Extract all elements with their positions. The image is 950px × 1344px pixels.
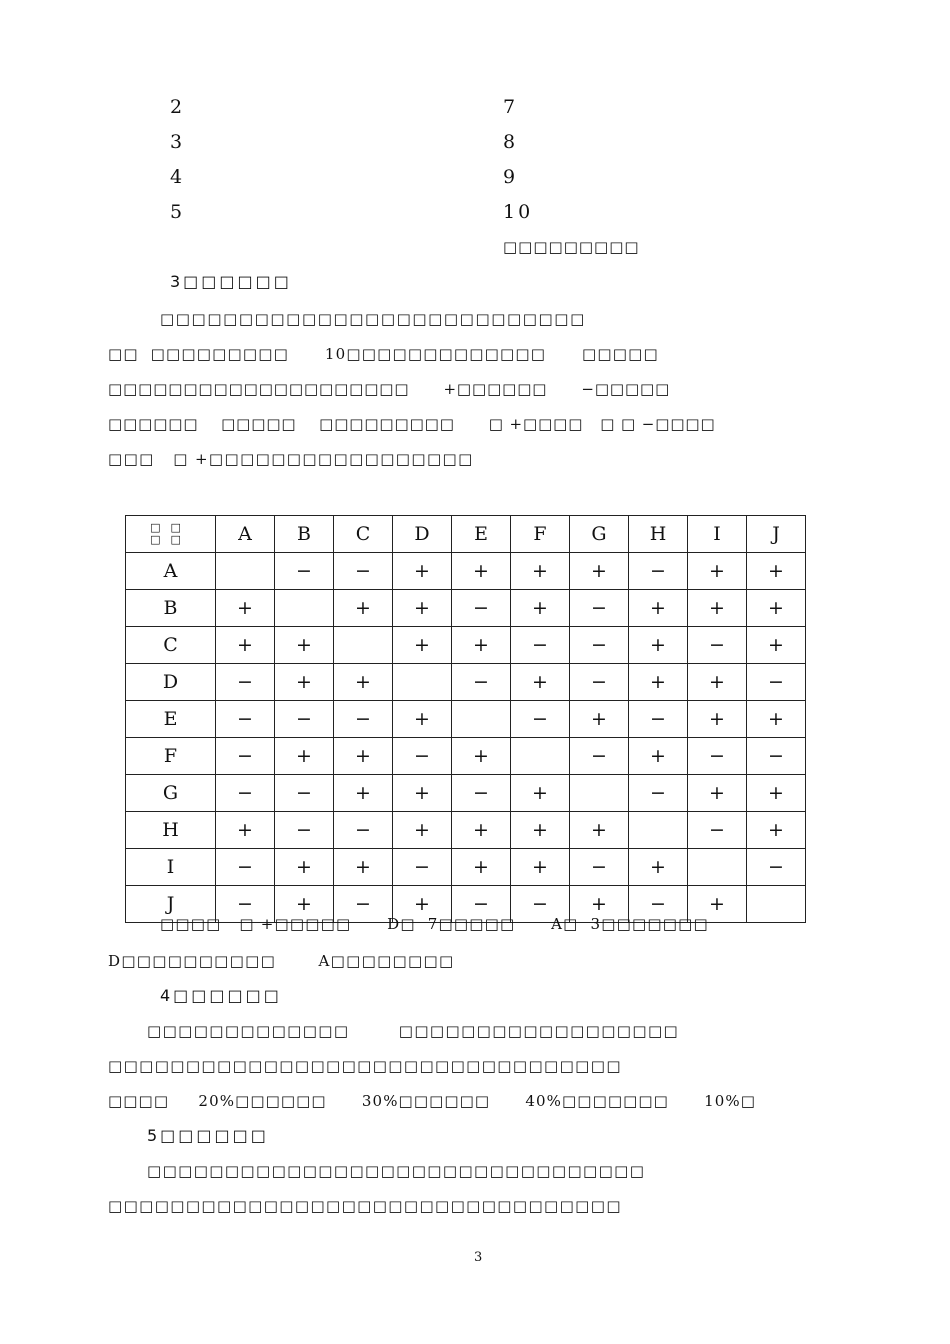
matrix-cell: [511, 738, 570, 775]
matrix-cell: −: [393, 738, 452, 775]
matrix-cell: −: [629, 886, 688, 923]
table-note-line-1: □□□□ □ +□□□□□ D□ 7□□□□□ A□ 3□□□□□□□: [160, 915, 709, 933]
matrix-cell: +: [452, 812, 511, 849]
page-number: 3: [474, 1250, 483, 1265]
list-caption: □□□□□□□□□: [503, 238, 640, 256]
matrix-cell: +: [334, 775, 393, 812]
matrix-cell: −: [216, 886, 275, 923]
row-header: G: [126, 775, 216, 812]
matrix-cell: +: [747, 812, 806, 849]
column-header: G: [570, 516, 629, 553]
row-header: D: [126, 664, 216, 701]
section-5-line-2: □□□□□□□□□□□□□□□□□□□□□□□□□□□□□□□□□: [108, 1197, 622, 1215]
section-3-line-4: □□□□□□ □□□□□ □□□□□□□□□ □ +□□□□ □ □ −□□□□: [108, 415, 716, 433]
matrix-cell: +: [747, 627, 806, 664]
matrix-cell: −: [216, 664, 275, 701]
matrix-cell: −: [334, 886, 393, 923]
matrix-cell: −: [570, 664, 629, 701]
row-header: I: [126, 849, 216, 886]
row-header: J: [126, 886, 216, 923]
matrix-cell: +: [216, 627, 275, 664]
matrix-cell: −: [393, 849, 452, 886]
matrix-cell: +: [511, 553, 570, 590]
column-header: H: [629, 516, 688, 553]
matrix-cell: −: [688, 627, 747, 664]
section-3-line-3: □□□□□□□□□□□□□□□□□□□□ +□□□□□□ −□□□□□: [108, 380, 671, 398]
matrix-cell: +: [393, 701, 452, 738]
matrix-cell: [216, 553, 275, 590]
matrix-header-row: [126, 516, 806, 553]
matrix-cell: +: [275, 886, 334, 923]
matrix-cell: +: [747, 701, 806, 738]
matrix-cell: [334, 627, 393, 664]
matrix-cell: +: [334, 738, 393, 775]
matrix-row: [126, 553, 806, 590]
matrix-cell: −: [452, 664, 511, 701]
section-5-line-1: □□□□□□□□□□□□□□□□□□□□□□□□□□□□□□□□: [147, 1162, 646, 1180]
matrix-cell: −: [747, 738, 806, 775]
column-header: D: [393, 516, 452, 553]
matrix-cell: [452, 701, 511, 738]
matrix-cell: −: [629, 553, 688, 590]
matrix-cell: −: [570, 849, 629, 886]
section-4-line-2: □□□□□□□□□□□□□□□□□□□□□□□□□□□□□□□□□: [108, 1057, 622, 1075]
matrix-cell: +: [393, 775, 452, 812]
matrix-cell: −: [688, 812, 747, 849]
matrix-cell: [570, 775, 629, 812]
matrix-cell: +: [275, 849, 334, 886]
matrix-row: [126, 627, 806, 664]
table-note-line-2: D□□□□□□□□□□ A□□□□□□□□: [108, 952, 455, 970]
matrix-cell: +: [511, 590, 570, 627]
matrix-cell: −: [275, 701, 334, 738]
column-header: I: [688, 516, 747, 553]
matrix-cell: −: [747, 849, 806, 886]
matrix-row: [126, 775, 806, 812]
matrix-row: [126, 738, 806, 775]
matrix-cell: +: [393, 627, 452, 664]
matrix-cell: +: [216, 590, 275, 627]
matrix-corner-cell: [126, 516, 216, 553]
matrix-cell: −: [275, 553, 334, 590]
matrix-cell: +: [570, 886, 629, 923]
matrix-cell: +: [216, 812, 275, 849]
matrix-cell: +: [747, 553, 806, 590]
matrix-row: [126, 664, 806, 701]
matrix-cell: −: [570, 738, 629, 775]
column-header: E: [452, 516, 511, 553]
matrix-cell: +: [747, 590, 806, 627]
matrix-row: [126, 812, 806, 849]
section-5-heading: 5□□□□□□: [147, 1126, 269, 1145]
matrix-cell: −: [452, 775, 511, 812]
matrix-cell: −: [275, 775, 334, 812]
row-header: A: [126, 553, 216, 590]
matrix-cell: [393, 664, 452, 701]
row-header: F: [126, 738, 216, 775]
matrix-cell: +: [275, 738, 334, 775]
matrix-cell: −: [216, 849, 275, 886]
section-3-line-2: □□ □□□□□□□□□ 10□□□□□□□□□□□□□ □□□□□: [108, 345, 659, 363]
matrix-cell: −: [216, 738, 275, 775]
matrix-cell: −: [216, 775, 275, 812]
matrix-cell: +: [275, 627, 334, 664]
column-header: J: [747, 516, 806, 553]
matrix-cell: −: [570, 627, 629, 664]
row-header: B: [126, 590, 216, 627]
list-right-3: 9: [503, 166, 516, 188]
column-header: F: [511, 516, 570, 553]
column-header: C: [334, 516, 393, 553]
matrix-cell: −: [511, 886, 570, 923]
row-header: E: [126, 701, 216, 738]
matrix-cell: −: [570, 590, 629, 627]
matrix-cell: [275, 590, 334, 627]
matrix-cell: +: [629, 590, 688, 627]
matrix-cell: +: [629, 849, 688, 886]
matrix-cell: +: [570, 812, 629, 849]
matrix-cell: +: [511, 812, 570, 849]
matrix-cell: [629, 812, 688, 849]
matrix-cell: −: [334, 701, 393, 738]
matrix-cell: +: [629, 738, 688, 775]
matrix-cell: +: [452, 738, 511, 775]
matrix-cell: −: [629, 775, 688, 812]
matrix-cell: +: [452, 553, 511, 590]
matrix-cell: +: [511, 664, 570, 701]
matrix-cell: [747, 886, 806, 923]
comparison-matrix: [125, 515, 806, 923]
section-4-line-1: □□□□□□□□□□□□□ □□□□□□□□□□□□□□□□□□: [147, 1022, 680, 1040]
list-right-2: 8: [503, 131, 516, 153]
matrix-cell: −: [452, 590, 511, 627]
matrix-cell: −: [688, 738, 747, 775]
matrix-row: [126, 590, 806, 627]
column-header: B: [275, 516, 334, 553]
section-3-heading: 3□□□□□□: [170, 272, 292, 291]
matrix-cell: +: [393, 553, 452, 590]
matrix-cell: +: [452, 627, 511, 664]
list-left-4: 5: [170, 201, 183, 223]
matrix-cell: +: [393, 886, 452, 923]
section-3-line-1: □□□□□□□□□□□□□□□□□□□□□□□□□□□: [160, 310, 586, 328]
column-header: A: [216, 516, 275, 553]
matrix-cell: +: [511, 849, 570, 886]
matrix-cell: +: [688, 701, 747, 738]
matrix-cell: +: [688, 886, 747, 923]
matrix-cell: +: [393, 812, 452, 849]
list-left-3: 4: [170, 166, 183, 188]
section-3-line-5: □□□ □ +□□□□□□□□□□□□□□□□□: [108, 450, 474, 468]
matrix-cell: +: [570, 553, 629, 590]
matrix-cell: −: [452, 886, 511, 923]
matrix-cell: +: [334, 664, 393, 701]
list-left-1: 2: [170, 96, 183, 118]
matrix-cell: +: [688, 553, 747, 590]
matrix-row: [126, 701, 806, 738]
matrix-cell: −: [334, 553, 393, 590]
matrix-cell: −: [747, 664, 806, 701]
matrix-cell: −: [511, 701, 570, 738]
section-4-heading: 4□□□□□□: [160, 986, 282, 1005]
matrix-cell: −: [216, 701, 275, 738]
matrix-cell: +: [275, 664, 334, 701]
matrix-cell: +: [452, 849, 511, 886]
matrix-cell: +: [334, 590, 393, 627]
matrix-cell: +: [688, 590, 747, 627]
matrix-cell: +: [747, 775, 806, 812]
corner-label-top: □□: [150, 521, 191, 534]
section-4-line-3: □□□□ 20%□□□□□□ 30%□□□□□□ 40%□□□□□□□ 10%□: [108, 1092, 757, 1110]
matrix-cell: +: [511, 775, 570, 812]
matrix-row: [126, 849, 806, 886]
matrix-cell: [688, 849, 747, 886]
matrix-cell: −: [511, 627, 570, 664]
matrix-cell: +: [688, 664, 747, 701]
corner-label-bottom: □□: [150, 533, 191, 546]
list-right-1: 7: [503, 96, 516, 118]
matrix-cell: −: [334, 812, 393, 849]
matrix-cell: −: [629, 701, 688, 738]
matrix-cell: +: [629, 664, 688, 701]
matrix-cell: +: [393, 590, 452, 627]
matrix-cell: +: [629, 627, 688, 664]
list-right-4: 10: [503, 201, 534, 223]
matrix-cell: +: [688, 775, 747, 812]
matrix-cell: +: [334, 849, 393, 886]
row-header: C: [126, 627, 216, 664]
matrix-cell: +: [570, 701, 629, 738]
row-header: H: [126, 812, 216, 849]
list-left-2: 3: [170, 131, 183, 153]
matrix-cell: −: [275, 812, 334, 849]
